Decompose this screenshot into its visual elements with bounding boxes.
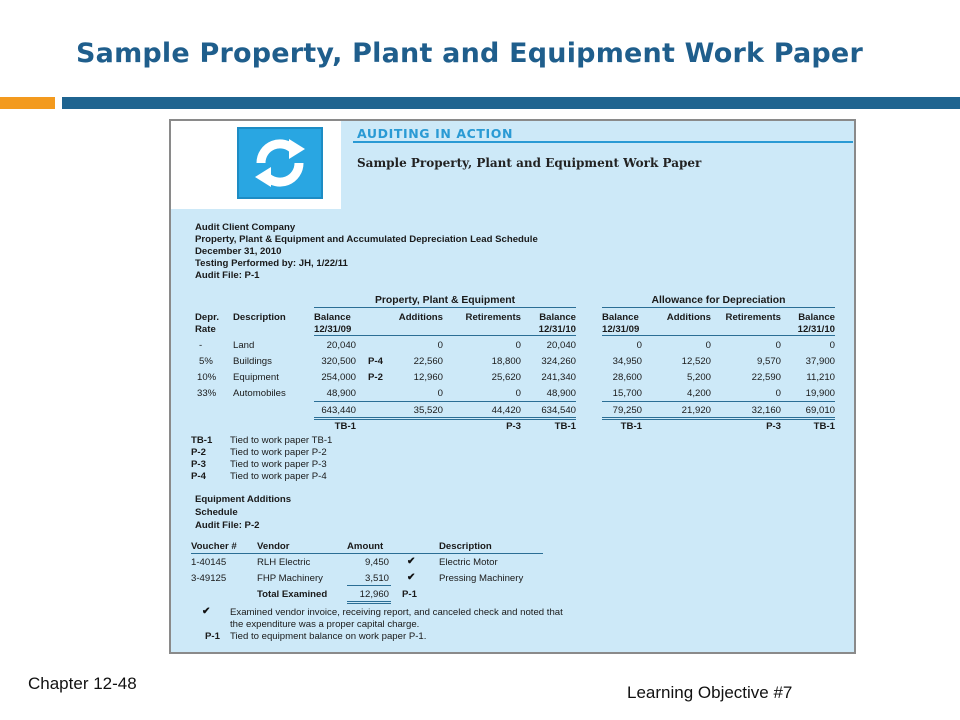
additions-subtitle: Schedule bbox=[195, 507, 238, 518]
ad-double-rule-1 bbox=[602, 417, 835, 418]
row-rate: 33% bbox=[197, 388, 217, 399]
ppe-group-header: Property, Plant & Equipment bbox=[374, 295, 516, 306]
total-examined-tickmark: P-1 bbox=[402, 589, 417, 600]
work-paper-figure bbox=[169, 119, 856, 654]
col-ad-retirements: Retirements bbox=[725, 312, 781, 323]
col-ad-balance-beg: Balance bbox=[602, 312, 639, 323]
col-ppe-balance-beg-date: 12/31/09 bbox=[314, 324, 352, 335]
row-ppe-ret: 25,620 bbox=[491, 372, 521, 383]
row-ppe-end: 324,260 bbox=[541, 356, 576, 367]
row-ppe-ret: 0 bbox=[515, 340, 521, 351]
accent-bar-blue bbox=[62, 97, 960, 109]
tick-ppe-ret: P-3 bbox=[506, 421, 521, 432]
voucher-amount: 9,450 bbox=[364, 557, 389, 568]
legend-code: P-3 bbox=[191, 459, 206, 470]
total-ppe-add: 35,520 bbox=[413, 405, 443, 416]
check-note-line-2: the expenditure was a proper capital charge. bbox=[230, 619, 420, 630]
legend-text: Tied to work paper P-2 bbox=[230, 447, 327, 458]
row-description: Equipment bbox=[233, 372, 279, 383]
legend-code: TB-1 bbox=[191, 435, 213, 446]
ppe-double-rule-1 bbox=[314, 417, 576, 418]
total-ad-end: 69,010 bbox=[805, 405, 835, 416]
vendor-name: FHP Machinery bbox=[257, 573, 323, 584]
voucher-description: Pressing Machinery bbox=[439, 573, 524, 584]
ad-total-rule bbox=[602, 401, 835, 402]
additions-audit-file: Audit File: P-2 bbox=[195, 520, 260, 531]
row-ppe-end: 48,900 bbox=[546, 388, 576, 399]
voucher-number: 1-40145 bbox=[191, 557, 227, 568]
tick-ad-end: TB-1 bbox=[813, 421, 835, 432]
col-ad-additions: Additions bbox=[666, 312, 711, 323]
row-ad-add: 5,200 bbox=[686, 372, 711, 383]
legend-code: P-2 bbox=[191, 447, 206, 458]
row-ad-ret: 22,590 bbox=[751, 372, 781, 383]
vendor-name: RLH Electric bbox=[257, 557, 311, 568]
ad-group-header: Allowance for Depreciation bbox=[651, 295, 786, 306]
slide-title: Sample Property, Plant and Equipment Work Paper bbox=[76, 38, 863, 69]
row-rate: - bbox=[199, 340, 203, 351]
row-rate: 10% bbox=[197, 372, 217, 383]
col-ppe-balance-end: Balance bbox=[539, 312, 576, 323]
schedule-date: December 31, 2010 bbox=[195, 246, 282, 257]
legend-code: P-4 bbox=[191, 471, 206, 482]
p1-note-text: Tied to equipment balance on work paper P-1. bbox=[230, 631, 427, 642]
amount-double-rule-1 bbox=[347, 601, 391, 602]
amount-double-rule-2 bbox=[347, 603, 391, 604]
row-ppe-end: 241,340 bbox=[541, 372, 576, 383]
row-ad-end: 0 bbox=[829, 340, 835, 351]
row-ppe-add: 0 bbox=[437, 340, 443, 351]
tick-ad-beg: TB-1 bbox=[620, 421, 642, 432]
row-ppe-add: 22,560 bbox=[413, 356, 443, 367]
voucher-number: 3-49125 bbox=[191, 573, 227, 584]
additions-title: Equipment Additions bbox=[195, 494, 292, 505]
learning-objective-label: Learning Objective #7 bbox=[627, 683, 793, 702]
total-ppe-beg: 643,440 bbox=[321, 405, 356, 416]
row-ad-add: 0 bbox=[705, 340, 711, 351]
col-voucher: Voucher # bbox=[191, 541, 237, 552]
tick-ppe-beg: TB-1 bbox=[334, 421, 356, 432]
row-ad-end: 11,210 bbox=[806, 372, 835, 383]
ppe-total-rule bbox=[314, 401, 576, 402]
ppe-header-rule bbox=[314, 335, 576, 336]
col-rate: Rate bbox=[195, 324, 216, 335]
row-ad-add: 12,520 bbox=[681, 356, 711, 367]
row-ad-end: 37,900 bbox=[805, 356, 835, 367]
col-ppe-retirements: Retirements bbox=[465, 312, 521, 323]
row-ppe-ret: 18,800 bbox=[491, 356, 521, 367]
testing-performed: Testing Performed by: JH, 1/22/11 bbox=[195, 258, 348, 269]
legend-text: Tied to work paper TB-1 bbox=[230, 435, 333, 446]
row-ppe-end: 20,040 bbox=[546, 340, 576, 351]
ad-header-rule bbox=[602, 335, 835, 336]
col-ad-balance-beg-date: 12/31/09 bbox=[602, 324, 640, 335]
row-description: Automobiles bbox=[233, 388, 286, 399]
ad-double-rule-2 bbox=[602, 419, 835, 420]
total-ad-ret: 32,160 bbox=[751, 405, 781, 416]
row-ad-ret: 9,570 bbox=[756, 356, 781, 367]
col-ad-balance-end-date: 12/31/10 bbox=[797, 324, 835, 335]
audit-file: Audit File: P-1 bbox=[195, 270, 260, 281]
total-ad-add: 21,920 bbox=[681, 405, 711, 416]
row-ppe-beg: 320,500 bbox=[321, 356, 356, 367]
row-description: Land bbox=[233, 340, 255, 351]
col-depr: Depr. bbox=[195, 312, 219, 323]
total-ppe-ret: 44,420 bbox=[491, 405, 521, 416]
tick-ppe-end: TB-1 bbox=[554, 421, 576, 432]
additions-header-rule bbox=[191, 553, 543, 554]
total-examined-label: Total Examined bbox=[257, 589, 328, 600]
total-ad-beg: 79,250 bbox=[612, 405, 642, 416]
row-ppe-tickmark: P-4 bbox=[368, 356, 383, 367]
figure-title: Sample Property, Plant and Equipment Work Paper bbox=[357, 156, 702, 170]
checkmark-icon: ✔ bbox=[407, 572, 416, 583]
tick-ad-ret: P-3 bbox=[766, 421, 781, 432]
voucher-amount: 3,510 bbox=[364, 573, 389, 584]
row-ad-ret: 0 bbox=[775, 340, 781, 351]
row-ppe-tickmark: P-2 bbox=[368, 372, 383, 383]
legend-text: Tied to work paper P-4 bbox=[230, 471, 327, 482]
row-ppe-ret: 0 bbox=[515, 388, 521, 399]
row-ad-beg: 34,950 bbox=[612, 356, 642, 367]
row-ad-beg: 0 bbox=[636, 340, 642, 351]
ad-group-rule bbox=[602, 307, 835, 308]
p1-note-code: P-1 bbox=[205, 631, 220, 642]
ppe-group-rule bbox=[314, 307, 576, 308]
row-ad-add: 4,200 bbox=[686, 388, 711, 399]
schedule-name: Property, Plant & Equipment and Accumulated Depreciation Lead Schedule bbox=[195, 234, 538, 245]
col-ppe-additions: Additions bbox=[398, 312, 443, 323]
row-ppe-beg: 20,040 bbox=[326, 340, 356, 351]
col-description: Description bbox=[233, 312, 286, 323]
col-amount: Amount bbox=[347, 541, 384, 552]
check-note-line-1: Examined vendor invoice, receiving report, and canceled check and noted that bbox=[230, 607, 563, 618]
row-ppe-beg: 48,900 bbox=[326, 388, 356, 399]
accent-bar-orange bbox=[0, 97, 55, 109]
chapter-label: Chapter 12-48 bbox=[28, 674, 137, 693]
row-description: Buildings bbox=[233, 356, 272, 367]
col-ppe-balance-beg: Balance bbox=[314, 312, 351, 323]
total-ppe-end: 634,540 bbox=[541, 405, 576, 416]
total-examined-amount: 12,960 bbox=[359, 589, 389, 600]
company-name: Audit Client Company bbox=[195, 222, 296, 233]
row-rate: 5% bbox=[199, 356, 213, 367]
row-ppe-add: 0 bbox=[437, 388, 443, 399]
ppe-double-rule-2 bbox=[314, 419, 576, 420]
checkmark-icon: ✔ bbox=[202, 606, 211, 617]
auditing-in-action-label: AUDITING IN ACTION bbox=[357, 126, 514, 141]
row-ppe-beg: 254,000 bbox=[321, 372, 356, 383]
refresh-cycle-icon bbox=[237, 127, 323, 199]
voucher-description: Electric Motor bbox=[439, 557, 498, 568]
row-ad-beg: 15,700 bbox=[612, 388, 642, 399]
legend-text: Tied to work paper P-3 bbox=[230, 459, 327, 470]
col-ppe-balance-end-date: 12/31/10 bbox=[538, 324, 576, 335]
col-ad-balance-end: Balance bbox=[798, 312, 835, 323]
amount-total-rule bbox=[347, 585, 391, 586]
col-additions-description: Description bbox=[439, 541, 492, 552]
row-ppe-add: 12,960 bbox=[413, 372, 443, 383]
section-rule bbox=[353, 141, 853, 143]
col-vendor: Vendor bbox=[257, 541, 290, 552]
row-ad-ret: 0 bbox=[775, 388, 781, 399]
row-ad-end: 19,900 bbox=[805, 388, 835, 399]
checkmark-icon: ✔ bbox=[407, 556, 416, 567]
row-ad-beg: 28,600 bbox=[612, 372, 642, 383]
